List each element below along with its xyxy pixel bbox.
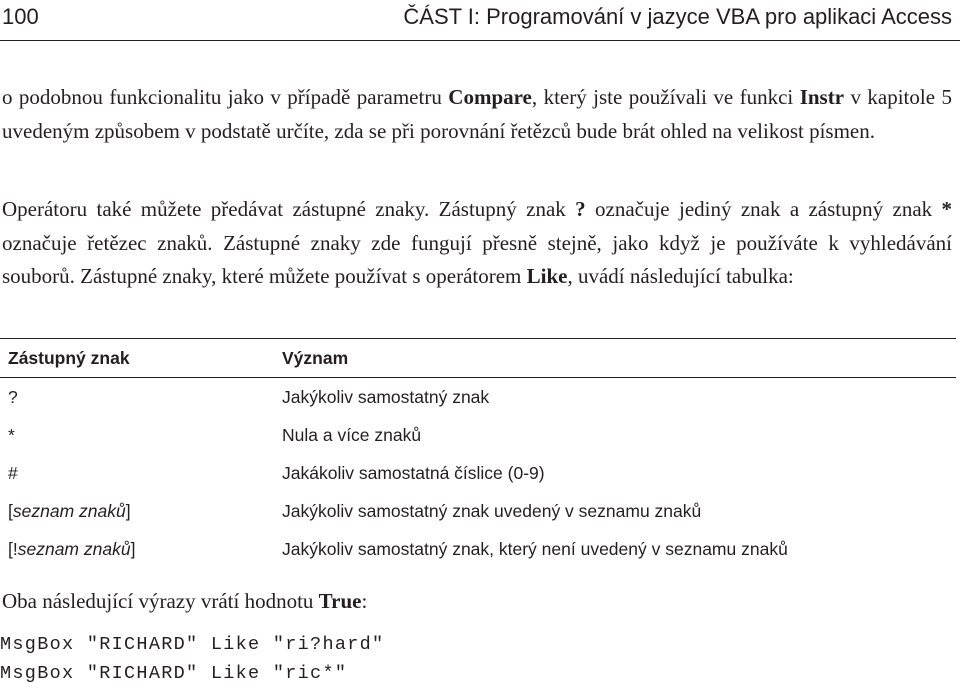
table-row [0,530,956,568]
table-row [0,416,956,454]
paragraph-true: Oba následující výrazy vrátí hodnotu True: [2,589,368,613]
wildcard-cell: ? [8,386,18,407]
chapter-title: ČÁST I: Programování v jazyce VBA pro aplikaci Access [403,4,952,29]
meaning-cell: Nula a více znaků [282,424,422,445]
table-row [0,378,956,417]
code-line: MsgBox "RICHARD" Like "ric*" [0,663,348,684]
wildcard-asterisk: * [941,197,952,221]
keyword-true: True [318,589,362,613]
column-header-wildcard: Zástupný znak [0,339,270,378]
wildcard-cell: * [8,424,15,445]
keyword-compare: Compare [448,85,532,109]
meaning-cell: Jakákoliv samostatná číslice (0-9) [282,462,545,483]
keyword-instr: Instr [799,85,845,109]
keyword-like: Like [526,264,568,288]
column-header-meaning: Význam [270,339,956,378]
meaning-cell: Jakýkoliv samostatný znak, který není uvedený v seznamu znaků [282,538,788,559]
page-number: 100 [2,4,39,29]
table-row [0,492,956,530]
paragraph-wildcards: Operátoru také můžete předávat zástupné znaky. Zástupný znak ? označuje jediný znak a zástupný znak * označuje řetězec znaků. Zástupné znaky zde fungují přesně stejně, jako když je používáte k vyhledávání souborů. Zástupné znaky, které můžete používat s operátorem Like, uvádí následující tabulka: [2,197,952,288]
wildcard-cell: [!seznam znaků] [8,538,136,559]
code-listing [0,630,384,688]
meaning-cell: Jakýkoliv samostatný znak uvedený v seznamu znaků [282,500,702,521]
table-header-row [0,339,956,378]
table-row [0,454,956,492]
wildcard-question: ? [575,197,586,221]
meaning-cell: Jakýkoliv samostatný znak [282,386,490,407]
paragraph-compare: o podobnou funkcionalitu jako v případě parametru Compare, který jste používali ve funkci Instr v kapitole 5 uvedeným způsobem v podstatě určíte, zda se při porovnání řetězců bude brát ohled na velikost písmen. [2,85,952,143]
wildcard-table [0,338,956,568]
wildcard-cell: [seznam znaků] [8,500,131,521]
wildcard-cell: # [8,462,18,483]
running-head [0,0,960,41]
code-line: MsgBox "RICHARD" Like "ri?hard" [0,634,385,655]
